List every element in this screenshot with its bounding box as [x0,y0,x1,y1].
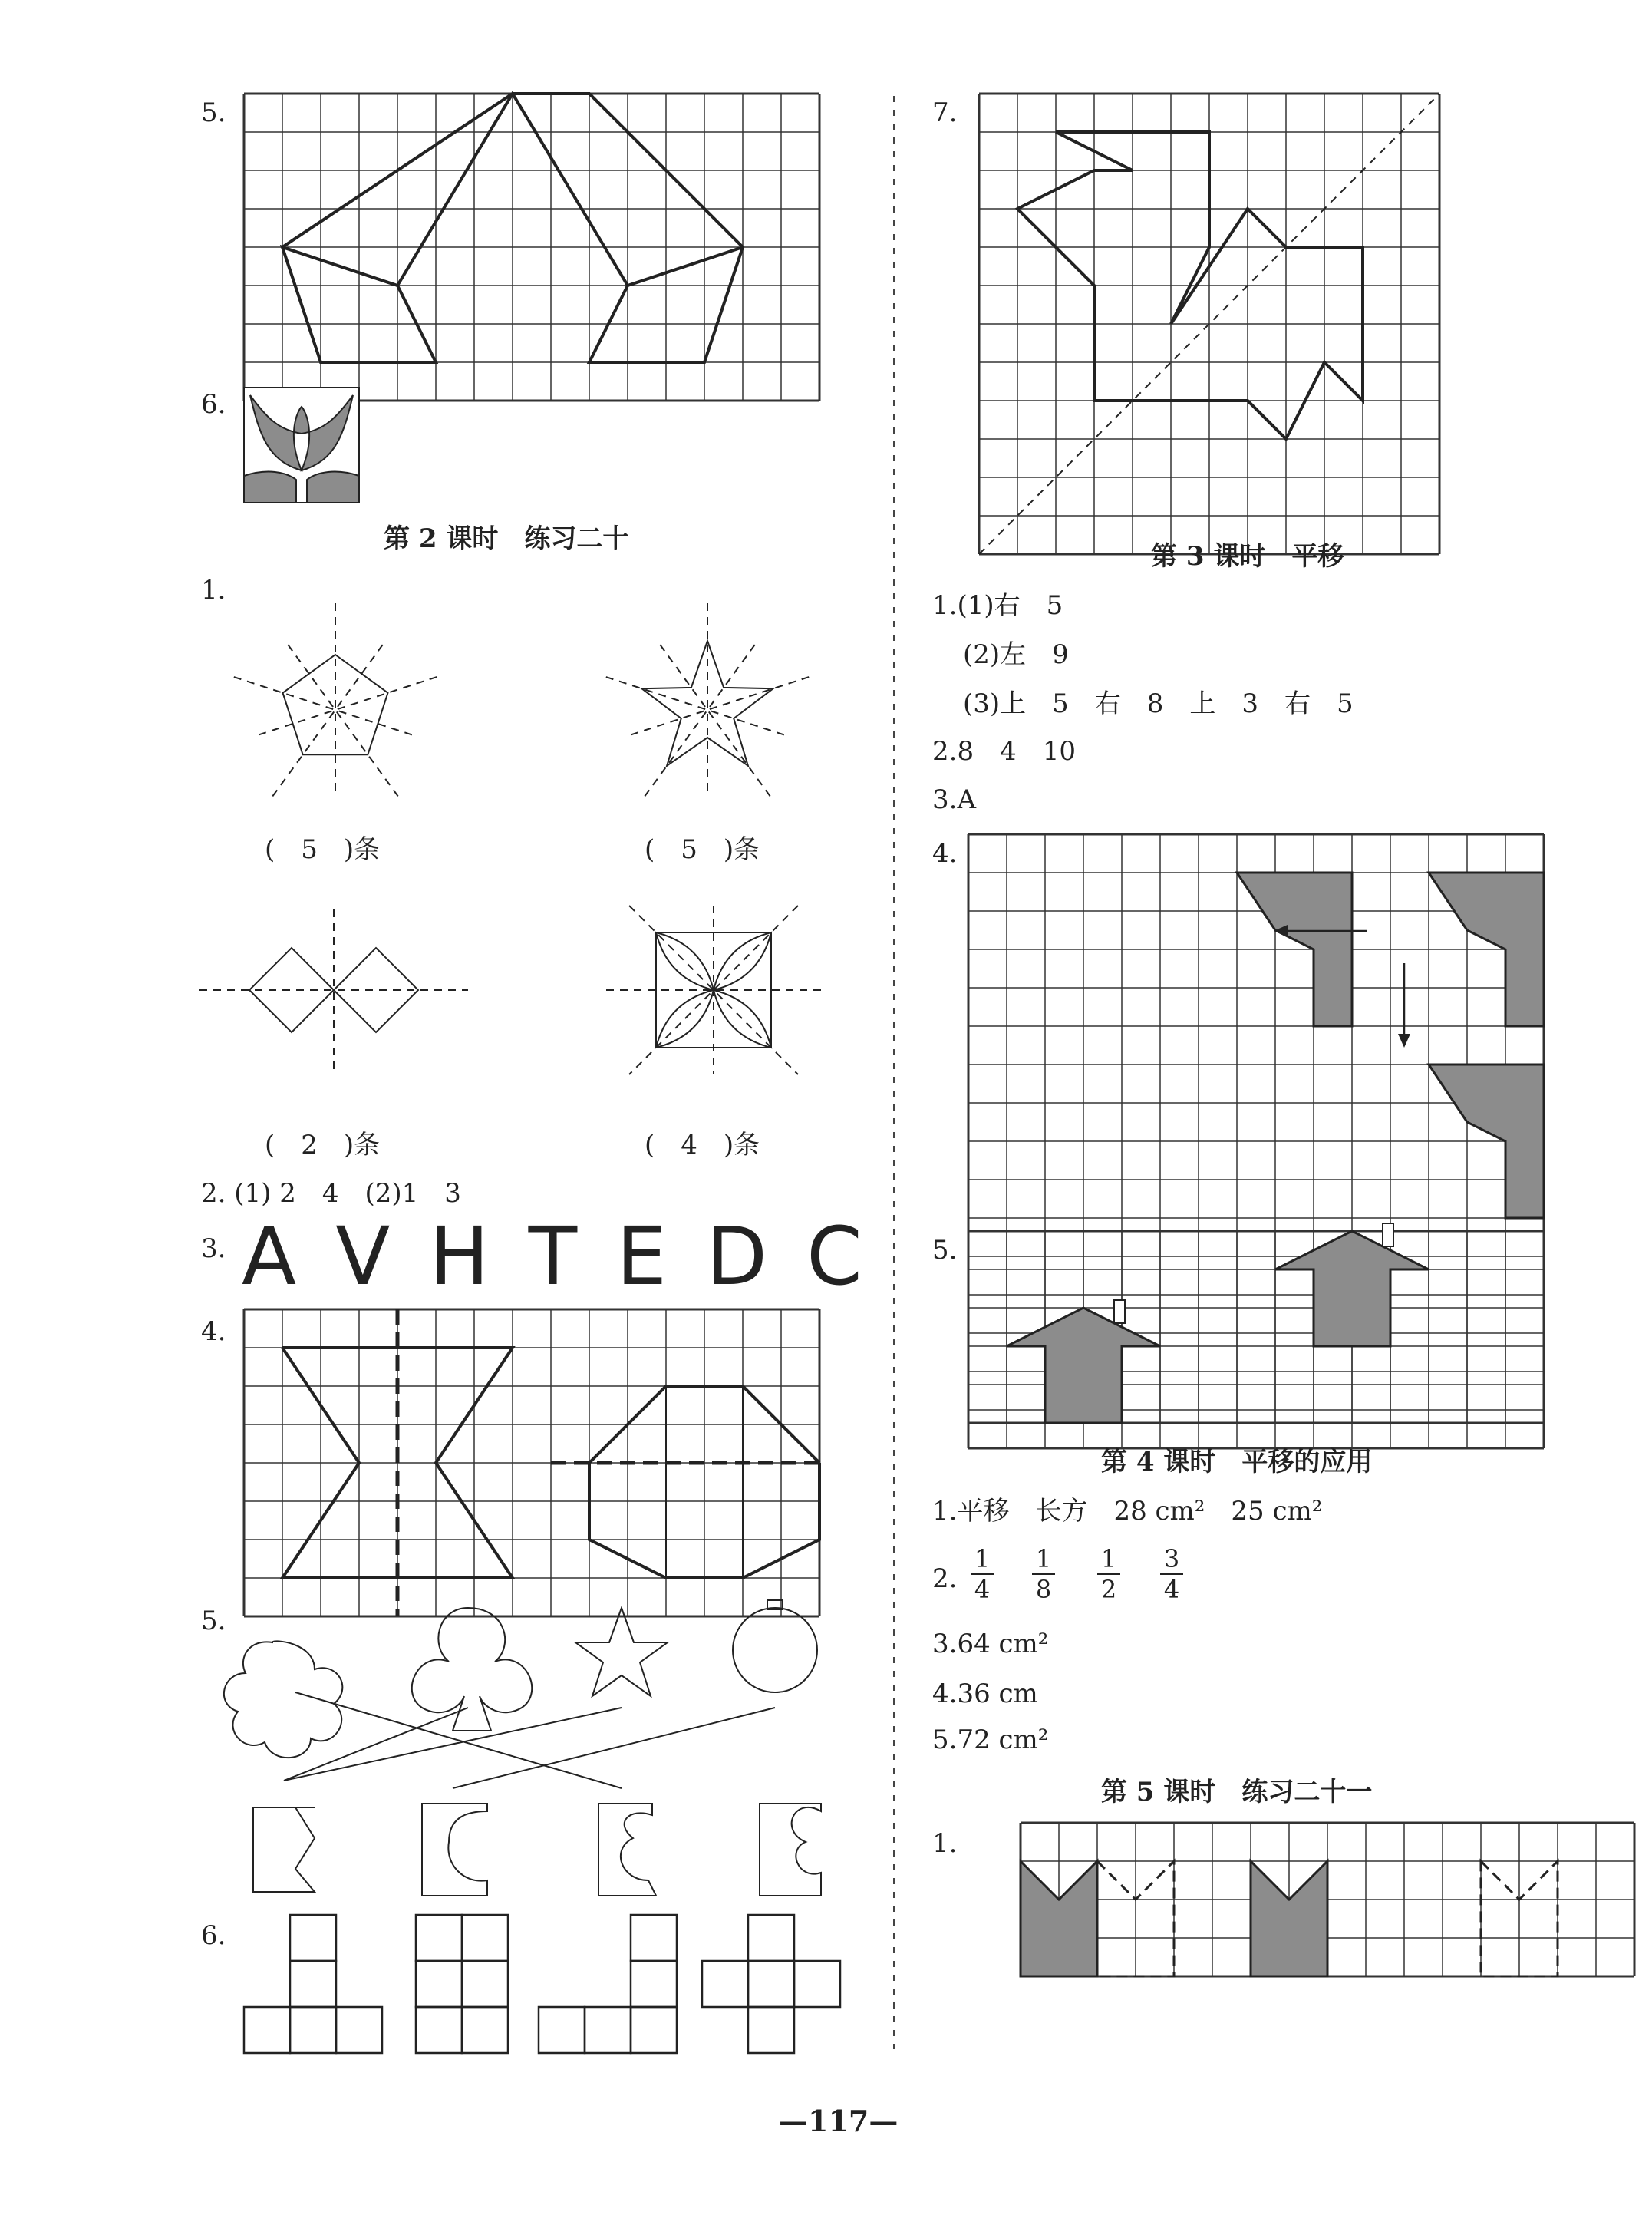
left-q6-nets [244,1915,840,2053]
square-petal-symmetry [606,906,821,1074]
page-number: —117— [779,2104,899,2138]
left-q3-number: 3. [201,1233,226,1264]
left-q5-matching [224,1600,821,1896]
fraction-2: 1 8 [1032,1546,1055,1602]
l5-q1-number: 1. [932,1828,958,1859]
left-q6b-number: 6. [201,1920,226,1951]
fraction-4: 3 4 [1160,1546,1183,1602]
fraction-3: 1 2 [1097,1546,1120,1602]
l4-answer-1: 1.平移 长方 28 cm² 25 cm² [932,1496,1323,1527]
right-q5-figure [968,1223,1544,1423]
l3-answer-1: 1.(1)右 5 [932,590,1063,621]
left-q3-letters: A V H T E D C [242,1210,862,1303]
l3-answer-1-2: (2)左 9 [963,639,1069,670]
left-q6-tulip [244,388,359,503]
left-q5-figure [244,94,819,401]
left-q2-answer: 2. (1) 2 4 (2)1 3 [201,1178,461,1209]
left-q5b-number: 5. [201,1606,226,1636]
right-q7-number: 7. [932,97,958,128]
left-q1-number: 1. [201,575,226,606]
left-q4-number: 4. [201,1316,226,1347]
right-q7-figure [979,94,1439,554]
double-diamond-symmetry [199,909,468,1071]
l3-answer-2: 2.8 4 10 [932,736,1076,767]
l4-answer-3: 3.64 cm² [932,1629,1049,1659]
l4-answer-5: 5.72 cm² [932,1725,1049,1755]
l3-answer-3: 3.A [932,784,976,815]
lesson4-title: 第 4 课时 平移的应用 [1101,1447,1373,1477]
right-q5-number: 5. [932,1235,958,1266]
axis-answer-diamond: ( 2 )条 [265,1130,381,1160]
l4-answer-2-prefix: 2. [932,1563,958,1594]
axis-answer-pentagon: ( 5 )条 [265,834,381,865]
axis-answer-square: ( 4 )条 [645,1130,760,1160]
axis-answer-star: ( 5 )条 [645,834,760,865]
pentagon-symmetry [233,602,437,797]
left-q5-number: 5. [201,97,226,128]
left-q6-number: 6. [201,389,226,420]
right-q4-number: 4. [932,838,958,869]
l3-answer-1-3: (3)上 5 右 8 上 3 右 5 [963,688,1354,719]
lesson2-title: 第 2 课时 练习二十 [384,523,629,554]
lesson5-title: 第 5 课时 练习二十一 [1101,1777,1373,1807]
star-symmetry [605,602,810,797]
lesson3-title: 第 3 课时 平移 [1151,541,1344,572]
fraction-1: 1 4 [971,1546,994,1602]
left-q4-figure [244,1309,819,1616]
l4-answer-4: 4.36 cm [932,1678,1038,1709]
right-l5-q1-figure [1021,1823,1634,1976]
